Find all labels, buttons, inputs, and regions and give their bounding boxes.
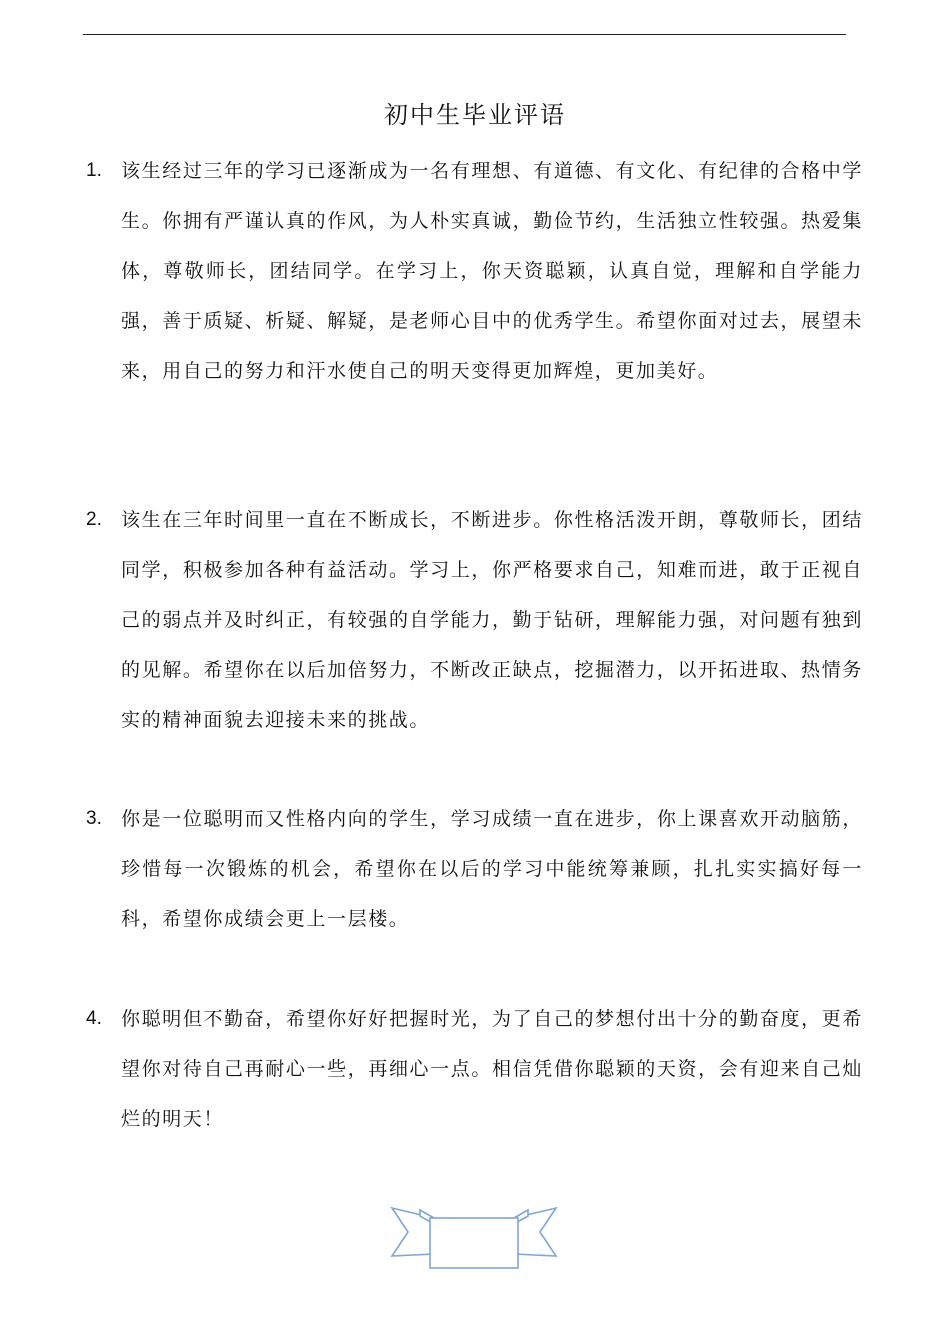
document-title: 初中生毕业评语	[384, 101, 566, 129]
comment-text: 该生在三年时间里一直在不断成长，不断进步。你性格活泼开朗，尊敬师长，团结同学，积极参加各种有益活动。学习上，你严格要求自己，知难而进，敢于正视自己的弱点并及时纠正，有较强的自学能力，勤于钻研，理解能力强，对问题有独到的见解。希望你在以后加倍努力，不断改正缺点，挖掘潜力，以开拓进取、热情务实的精神面貌去迎接未来的挑战。	[121, 509, 863, 731]
comment-number: 4.	[86, 1008, 102, 1029]
comment-text: 你聪明但不勤奋，希望你好好把握时光，为了自己的梦想付出十分的勤奋度，更希望你对待自己再耐心一些，再细心一点。相信凭借你聪颖的天资，会有迎来自己灿烂的明天！	[121, 1008, 863, 1130]
header-rule	[83, 34, 846, 35]
comment-number: 1.	[86, 160, 102, 181]
ribbon-center-panel	[430, 1218, 518, 1268]
comment-text: 你是一位聪明而又性格内向的学生，学习成绩一直在进步，你上课喜欢开动脑筋，珍惜每一次锻炼的机会，希望你在以后的学习中能统筹兼顾，扎扎实实搞好每一科，希望你成绩会更上一层楼。	[121, 808, 863, 930]
comment-text: 该生经过三年的学习已逐渐成为一名有理想、有道德、有文化、有纪律的合格中学生。你拥有严谨认真的作风，为人朴实真诚，勤俭节约，生活独立性较强。热爱集体，尊敬师长，团结同学。在学习上，你天资聪颖，认真自觉，理解和自学能力强，善于质疑、析疑、解疑，是老师心目中的优秀学生。希望你面对过去，展望未来，用自己的努力和汗水使自己的明天变得更加辉煌，更加美好。	[121, 160, 863, 382]
comment-number: 2.	[86, 509, 102, 530]
ribbon-banner-icon	[390, 1204, 558, 1274]
comment-number: 3.	[86, 808, 102, 829]
